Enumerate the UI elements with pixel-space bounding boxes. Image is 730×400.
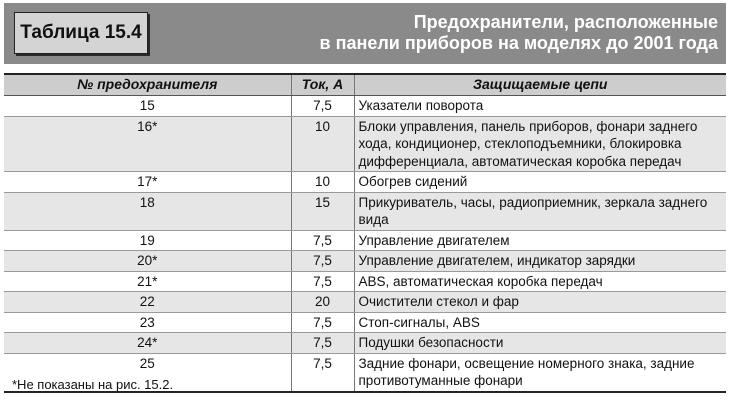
fuse-number-cell: 16* xyxy=(4,116,291,172)
fuse-current-cell: 10 xyxy=(291,172,354,193)
fuse-circuits-cell: Задние фонари, освещение номерного знака, задние противотуманные фонари xyxy=(354,353,726,392)
column-header-number: № предохранителя xyxy=(4,74,291,96)
fuse-circuits-cell: Управление двигателем, индикатор зарядки xyxy=(354,251,726,272)
fuse-number-cell: 19 xyxy=(4,230,291,251)
table-row xyxy=(4,251,726,272)
column-header-current: Ток, А xyxy=(291,74,354,96)
fuse-circuits-cell: Стоп-сигналы, ABS xyxy=(354,312,726,333)
table-number-badge: Таблица 15.4 xyxy=(14,12,148,54)
fuse-circuits-cell: Обогрев сидений xyxy=(354,172,726,193)
table-row xyxy=(4,312,726,333)
table-row xyxy=(4,333,726,354)
fuse-number-cell: 18 xyxy=(4,192,291,230)
fuse-circuits-cell: Очистители стекол и фар xyxy=(354,292,726,313)
table-title xyxy=(320,12,718,54)
fuse-circuits-cell: Подушки безопасности xyxy=(354,333,726,354)
fuse-number-cell: 24* xyxy=(4,333,291,354)
fuse-current-cell: 15 xyxy=(291,192,354,230)
table-row xyxy=(4,172,726,193)
fuse-number-cell: 23 xyxy=(4,312,291,333)
fuse-current-cell: 7,5 xyxy=(291,353,354,392)
fuse-number-cell: 25 xyxy=(4,353,291,392)
footnote: *Не показаны на рис. 15.2. xyxy=(12,377,174,392)
fuse-current-cell: 7,5 xyxy=(291,96,354,117)
fuse-number-cell: 20* xyxy=(4,251,291,272)
fuse-number-cell: 17* xyxy=(4,172,291,193)
fuse-circuits-cell: ABS, автоматическая коробка передач xyxy=(354,271,726,292)
fuse-number-cell: 22 xyxy=(4,292,291,313)
fuse-number-cell: 21* xyxy=(4,271,291,292)
table-title-line-1: Предохранители, расположенные xyxy=(413,12,718,32)
fuse-circuits-cell: Прикуриватель, часы, радиоприемник, зеркала заднего вида xyxy=(354,192,726,230)
fuse-current-cell: 20 xyxy=(291,292,354,313)
table-row xyxy=(4,230,726,251)
fuse-current-cell: 7,5 xyxy=(291,230,354,251)
column-header-circuits: Защищаемые цепи xyxy=(354,74,726,96)
fuse-number-cell: 15 xyxy=(4,96,291,117)
fuse-current-cell: 7,5 xyxy=(291,312,354,333)
fuse-circuits-cell: Блоки управления, панель приборов, фонари заднего хода, кондиционер, стеклоподъемники, блокировка дифференциала, автоматическая коробка передач xyxy=(354,116,726,172)
table-header-banner xyxy=(4,3,726,64)
table-row xyxy=(4,192,726,230)
fuse-current-cell: 7,5 xyxy=(291,333,354,354)
table-row xyxy=(4,96,726,117)
fuse-current-cell: 7,5 xyxy=(291,251,354,272)
table-row xyxy=(4,271,726,292)
table-row xyxy=(4,116,726,172)
table-title-line-2: в панели приборов на моделях до 2001 года xyxy=(319,33,718,53)
fuse-table xyxy=(4,73,726,393)
fuse-circuits-cell: Указатели поворота xyxy=(354,96,726,117)
table-header-row xyxy=(4,74,726,96)
fuse-circuits-cell: Управление двигателем xyxy=(354,230,726,251)
fuse-current-cell: 10 xyxy=(291,116,354,172)
table-row xyxy=(4,292,726,313)
fuse-current-cell: 7,5 xyxy=(291,271,354,292)
